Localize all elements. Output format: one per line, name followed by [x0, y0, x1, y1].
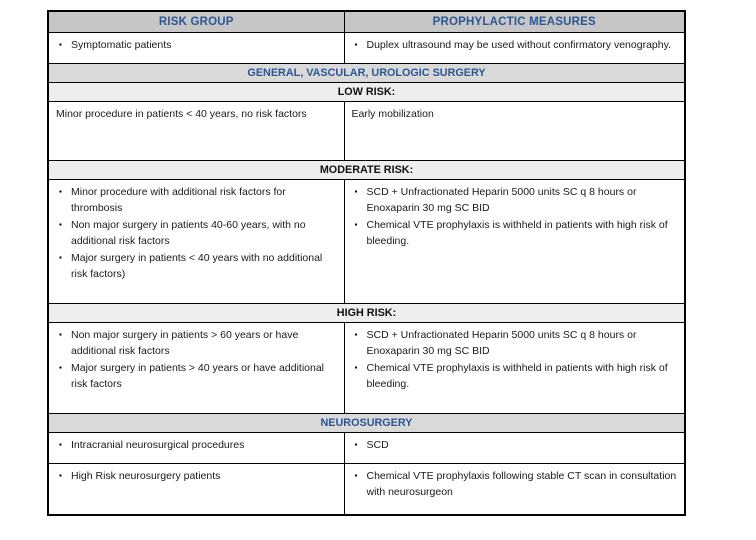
table-row-pair — [48, 323, 685, 414]
column-header: RISK GROUP — [48, 11, 344, 33]
table-row-subsection — [48, 304, 685, 323]
table-cell-right — [344, 102, 685, 161]
square-bullet-icon: ▪ — [354, 363, 358, 372]
square-bullet-icon: ▪ — [59, 330, 62, 339]
cell-text: High Risk neurosurgery patients — [71, 470, 221, 482]
column-header: PROPHYLACTIC MEASURES — [344, 11, 685, 33]
cell-text: SCD + Unfractionated Heparin 5000 units SC q 8 hours or Enoxaparin 30 mg SC BID — [366, 186, 637, 214]
table-row-pair — [48, 33, 685, 64]
bullet-list-item — [59, 327, 338, 359]
risk-table-body — [48, 11, 685, 515]
table-row-header — [48, 11, 685, 33]
square-bullet-icon: ▪ — [59, 40, 62, 49]
cell-text: Duplex ultrasound may be used without confirmatory venography. — [366, 39, 671, 51]
square-bullet-icon: ▪ — [59, 440, 62, 449]
cell-text: Chemical VTE prophylaxis is withheld in patients with high risk of bleeding. — [366, 219, 668, 247]
table-cell-left — [48, 464, 344, 516]
bullet-list-item — [355, 360, 679, 392]
bullet-list-item — [59, 37, 338, 53]
table-row-pair — [48, 180, 685, 304]
bullet-list-item — [59, 184, 338, 216]
square-bullet-icon: ▪ — [59, 253, 62, 262]
subsection-label: LOW RISK: — [48, 83, 685, 102]
table-row-pair — [48, 464, 685, 516]
section-label: NEUROSURGERY — [48, 414, 685, 433]
table-cell-right — [344, 33, 685, 64]
table-row-section — [48, 414, 685, 433]
cell-text: Non major surgery in patients > 60 years or have additional risk factors — [71, 329, 299, 357]
cell-text: Chemical VTE prophylaxis is withheld in patients with high risk of bleeding. — [366, 362, 668, 390]
table-cell-left — [48, 323, 344, 414]
cell-text: Symptomatic patients — [71, 39, 172, 51]
square-bullet-icon: ▪ — [59, 220, 62, 229]
bullet-list-item — [355, 468, 679, 500]
cell-text: Chemical VTE prophylaxis following stable CT scan in consultation with neurosurgeon — [366, 470, 677, 498]
square-bullet-icon: ▪ — [354, 220, 358, 229]
cell-text: Major surgery in patients < 40 years with no additional risk factors) — [71, 252, 323, 280]
table-row-subsection — [48, 83, 685, 102]
table-cell-left — [48, 433, 344, 464]
table-cell-left — [48, 102, 344, 161]
square-bullet-icon: ▪ — [354, 440, 358, 449]
table-row-pair — [48, 433, 685, 464]
cell-text: Major surgery in patients > 40 years or have additional risk factors — [71, 362, 325, 390]
square-bullet-icon: ▪ — [354, 187, 358, 196]
bullet-list-item — [355, 437, 679, 453]
bullet-list-item — [59, 437, 338, 453]
bullet-list-item — [355, 217, 679, 249]
bullet-list-item — [355, 327, 679, 359]
square-bullet-icon: ▪ — [354, 40, 358, 49]
table-row-pair — [48, 102, 685, 161]
subsection-label: MODERATE RISK: — [48, 161, 685, 180]
square-bullet-icon: ▪ — [59, 471, 62, 480]
square-bullet-icon: ▪ — [59, 363, 62, 372]
subsection-label: HIGH RISK: — [48, 304, 685, 323]
bullet-list-item — [355, 37, 679, 53]
bullet-list-item — [59, 217, 338, 249]
section-label: GENERAL, VASCULAR, UROLOGIC SURGERY — [48, 64, 685, 83]
square-bullet-icon: ▪ — [354, 330, 358, 339]
table-row-subsection — [48, 161, 685, 180]
table-cell-right — [344, 464, 685, 516]
cell-text: Early mobilization — [351, 108, 434, 120]
bullet-list-item — [59, 468, 338, 484]
cell-text: Non major surgery in patients 40-60 years, with no additional risk factors — [71, 219, 306, 247]
table-cell-left — [48, 180, 344, 304]
square-bullet-icon: ▪ — [59, 187, 62, 196]
bullet-list-item — [59, 250, 338, 282]
cell-text: SCD — [366, 439, 389, 451]
table-row-section — [48, 64, 685, 83]
square-bullet-icon: ▪ — [354, 471, 358, 480]
risk-prophylaxis-table — [47, 10, 686, 516]
risk-prophylaxis-table-wrap — [47, 10, 684, 516]
cell-text: Minor procedure with additional risk factors for thrombosis — [71, 186, 286, 214]
table-cell-right — [344, 180, 685, 304]
table-cell-right — [344, 323, 685, 414]
cell-text: Minor procedure in patients < 40 years, no risk factors — [56, 108, 307, 120]
table-cell-left — [48, 33, 344, 64]
cell-text: SCD + Unfractionated Heparin 5000 units SC q 8 hours or Enoxaparin 30 mg SC BID — [366, 329, 637, 357]
table-cell-right — [344, 433, 685, 464]
cell-text: Intracranial neurosurgical procedures — [71, 439, 245, 451]
bullet-list-item — [355, 184, 679, 216]
bullet-list-item — [59, 360, 338, 392]
